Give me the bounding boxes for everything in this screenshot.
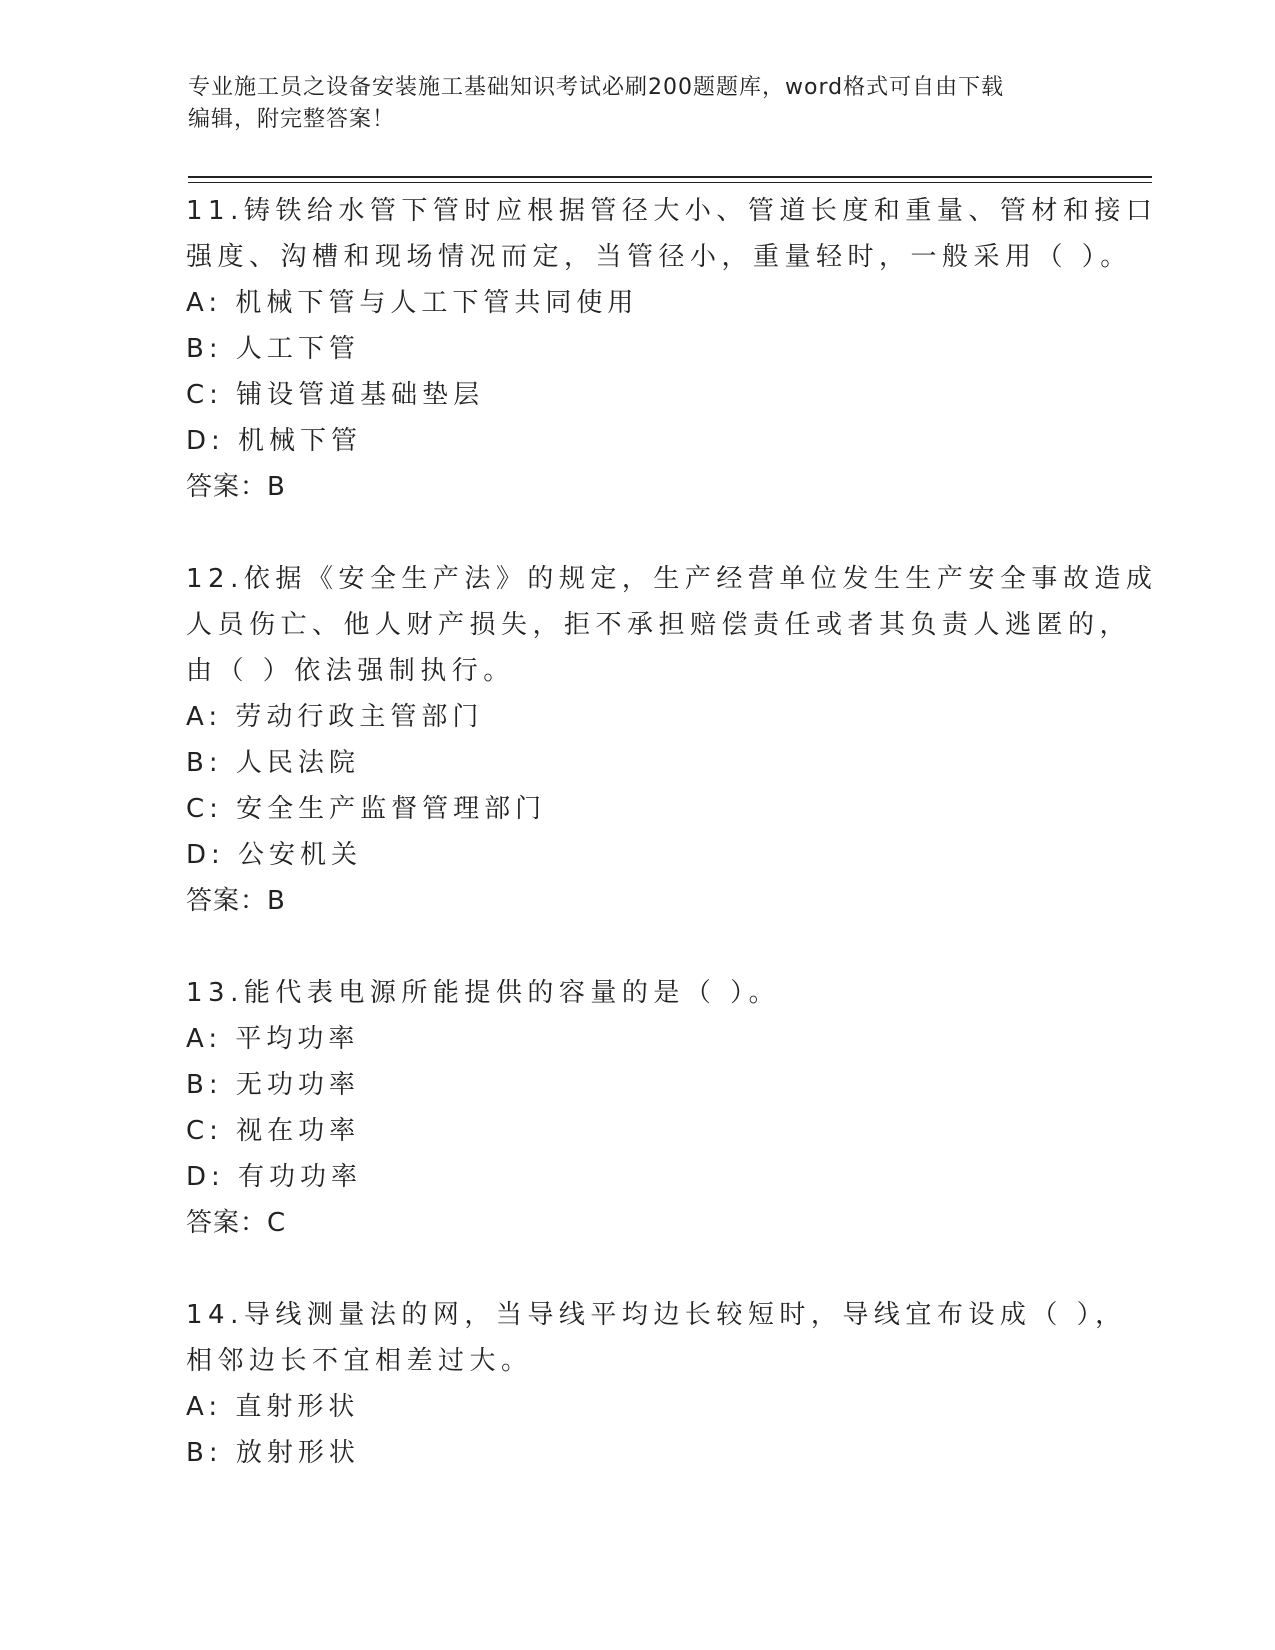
option-c: C: 铺设管道基础垫层 <box>186 380 485 410</box>
option-a: A: 直射形状 <box>186 1392 360 1422</box>
header-line-1: 专业施工员之设备安装施工基础知识考试必刷200题题库，word格式可自由下载 <box>188 75 1005 100</box>
option-b: B: 无功功率 <box>186 1070 360 1100</box>
question-list <box>186 188 1158 1522</box>
stem-line: 相邻边长不宜相差过大。 <box>186 1346 533 1376</box>
question-stem <box>186 556 1158 694</box>
question-stem <box>186 188 1158 280</box>
header-line-2: 编辑，附完整答案！ <box>188 107 396 132</box>
header-divider-thin <box>188 182 1152 183</box>
answer-label: 答案：C <box>186 1208 287 1238</box>
option-b: B: 人工下管 <box>186 334 360 364</box>
question-11 <box>186 188 1158 510</box>
option-d: D: 机械下管 <box>186 426 363 456</box>
option-b: B: 人民法院 <box>186 748 360 778</box>
option-a: A: 劳动行政主管部门 <box>186 702 484 732</box>
option-a: A: 平均功率 <box>186 1024 360 1054</box>
question-stem <box>186 970 1086 1016</box>
header-divider-thick <box>188 176 1152 178</box>
stem-line: 12.依据《安全生产法》的规定，生产经营单位发生生产安全事故造成 <box>186 564 1158 594</box>
stem-line: 11.铸铁给水管下管时应根据管径大小、管道长度和重量、管材和接口 <box>186 196 1158 226</box>
stem-line: 由（ ）依法强制执行。 <box>186 656 515 686</box>
option-a: A: 机械下管与人工下管共同使用 <box>186 288 639 318</box>
question-13 <box>186 970 1086 1246</box>
question-12 <box>186 556 1158 924</box>
stem-line: 13.能代表电源所能提供的容量的是（ ）。 <box>186 978 781 1008</box>
question-stem <box>186 1292 1127 1384</box>
stem-line: 强度、沟槽和现场情况而定，当管径小，重量轻时，一般采用（ ）。 <box>186 242 1132 272</box>
stem-line: 人员伤亡、他人财产损失，拒不承担赔偿责任或者其负责人逃匿的， <box>186 610 1132 640</box>
option-b: B: 放射形状 <box>186 1438 360 1468</box>
answer-label: 答案：B <box>186 886 286 916</box>
option-d: D: 公安机关 <box>186 840 363 870</box>
document-header <box>188 72 1068 136</box>
question-14 <box>186 1292 1127 1476</box>
option-d: D: 有功功率 <box>186 1162 363 1192</box>
option-c: C: 视在功率 <box>186 1116 361 1146</box>
stem-line: 14.导线测量法的网，当导线平均边长较短时，导线宜布设成（ ）， <box>186 1300 1127 1330</box>
answer-label: 答案：B <box>186 472 286 502</box>
option-c: C: 安全生产监督管理部门 <box>186 794 547 824</box>
